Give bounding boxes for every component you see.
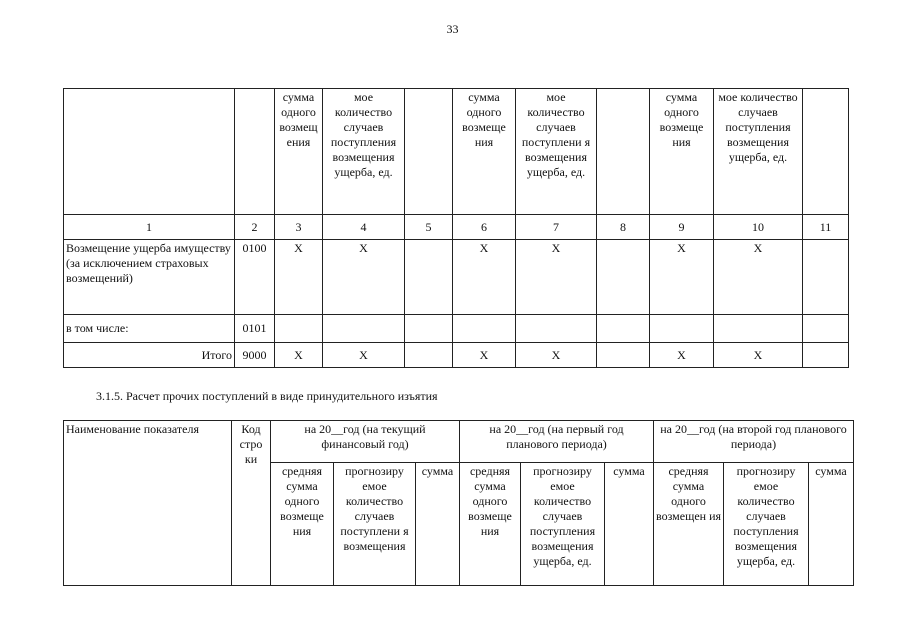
period-header-current: на 20__год (на текущий финансовый год) <box>271 421 460 463</box>
header-cell <box>235 89 275 215</box>
table-header-row <box>64 421 854 463</box>
table-cell <box>597 343 650 368</box>
column-number: 7 <box>516 215 597 240</box>
table-cell: X <box>275 240 323 315</box>
header-cell: сумма одного возмеще ния <box>453 89 516 215</box>
table-cell <box>650 315 714 343</box>
table-cell: X <box>650 240 714 315</box>
header-cell: мое количество случаев поступлени я возмещения ущерба, ед. <box>516 89 597 215</box>
table-cell <box>597 240 650 315</box>
subheader-cell: средняя сумма одного возмеще ния <box>271 463 334 586</box>
header-cell: сумма одного возмеще ния <box>650 89 714 215</box>
row-name-cell: в том числе: <box>64 315 235 343</box>
table-cell <box>405 240 453 315</box>
forced-seizure-table <box>63 420 854 586</box>
subheader-cell: прогнозиру емое количество случаев поступлени я возмещения <box>334 463 416 586</box>
table-cell: X <box>453 240 516 315</box>
period-header-second: на 20__год (на второй год планового периода) <box>654 421 854 463</box>
column-number: 8 <box>597 215 650 240</box>
subheader-cell: прогнозиру емое количество случаев поступления возмещения ущерба, ед. <box>521 463 605 586</box>
table-header-row <box>64 89 849 215</box>
header-cell <box>64 89 235 215</box>
period-header-first: на 20__год (на первый год планового периода) <box>460 421 654 463</box>
subheader-cell: прогнозиру емое количество случаев поступления возмещения ущерба, ед. <box>724 463 809 586</box>
table-cell: X <box>650 343 714 368</box>
table-cell <box>714 315 803 343</box>
table-cell: X <box>714 343 803 368</box>
column-number: 11 <box>803 215 849 240</box>
table-cell: X <box>323 343 405 368</box>
table-cell <box>405 343 453 368</box>
table-row <box>64 315 849 343</box>
table-cell: X <box>516 240 597 315</box>
table-cell <box>453 315 516 343</box>
header-cell: мое количество случаев поступления возмещения ущерба, ед. <box>323 89 405 215</box>
table-cell <box>323 315 405 343</box>
table-cell <box>803 343 849 368</box>
table-cell <box>275 315 323 343</box>
table-row <box>64 240 849 315</box>
table-cell: X <box>516 343 597 368</box>
subheader-cell: сумма <box>416 463 460 586</box>
indicator-name-header: Наименование показателя <box>64 421 232 586</box>
table-cell <box>803 240 849 315</box>
table-cell <box>405 315 453 343</box>
table-cell: X <box>323 240 405 315</box>
page-number: 33 <box>446 22 459 36</box>
section-title: 3.1.5. Расчет прочих поступлений в виде принудительного изъятия <box>96 389 438 403</box>
header-cell <box>405 89 453 215</box>
damage-compensation-table <box>63 88 849 368</box>
column-number: 5 <box>405 215 453 240</box>
row-code-cell: 0101 <box>235 315 275 343</box>
column-number: 1 <box>64 215 235 240</box>
column-number: 2 <box>235 215 275 240</box>
header-cell <box>803 89 849 215</box>
subheader-cell: средняя сумма одного возмещен ия <box>654 463 724 586</box>
column-number: 4 <box>323 215 405 240</box>
column-number: 6 <box>453 215 516 240</box>
table-cell <box>803 315 849 343</box>
table-cell: X <box>453 343 516 368</box>
total-row <box>64 343 849 368</box>
subheader-cell: сумма <box>809 463 854 586</box>
total-label: Итого <box>64 343 235 368</box>
table-cell: X <box>275 343 323 368</box>
column-number: 10 <box>714 215 803 240</box>
header-cell: сумма одного возмещ ения <box>275 89 323 215</box>
column-number: 3 <box>275 215 323 240</box>
header-cell <box>597 89 650 215</box>
subheader-cell: сумма <box>605 463 654 586</box>
row-code-header: Код стро ки <box>232 421 271 586</box>
header-cell: мое количество случаев поступления возмещения ущерба, ед. <box>714 89 803 215</box>
table-cell <box>597 315 650 343</box>
row-name-cell: Возмещение ущерба имуществу (за исключением страховых возмещений) <box>64 240 235 315</box>
table-cell: X <box>714 240 803 315</box>
row-code-cell: 9000 <box>235 343 275 368</box>
column-number-row <box>64 215 849 240</box>
subheader-cell: средняя сумма одного возмеще ния <box>460 463 521 586</box>
table-cell <box>516 315 597 343</box>
row-code-cell: 0100 <box>235 240 275 315</box>
column-number: 9 <box>650 215 714 240</box>
